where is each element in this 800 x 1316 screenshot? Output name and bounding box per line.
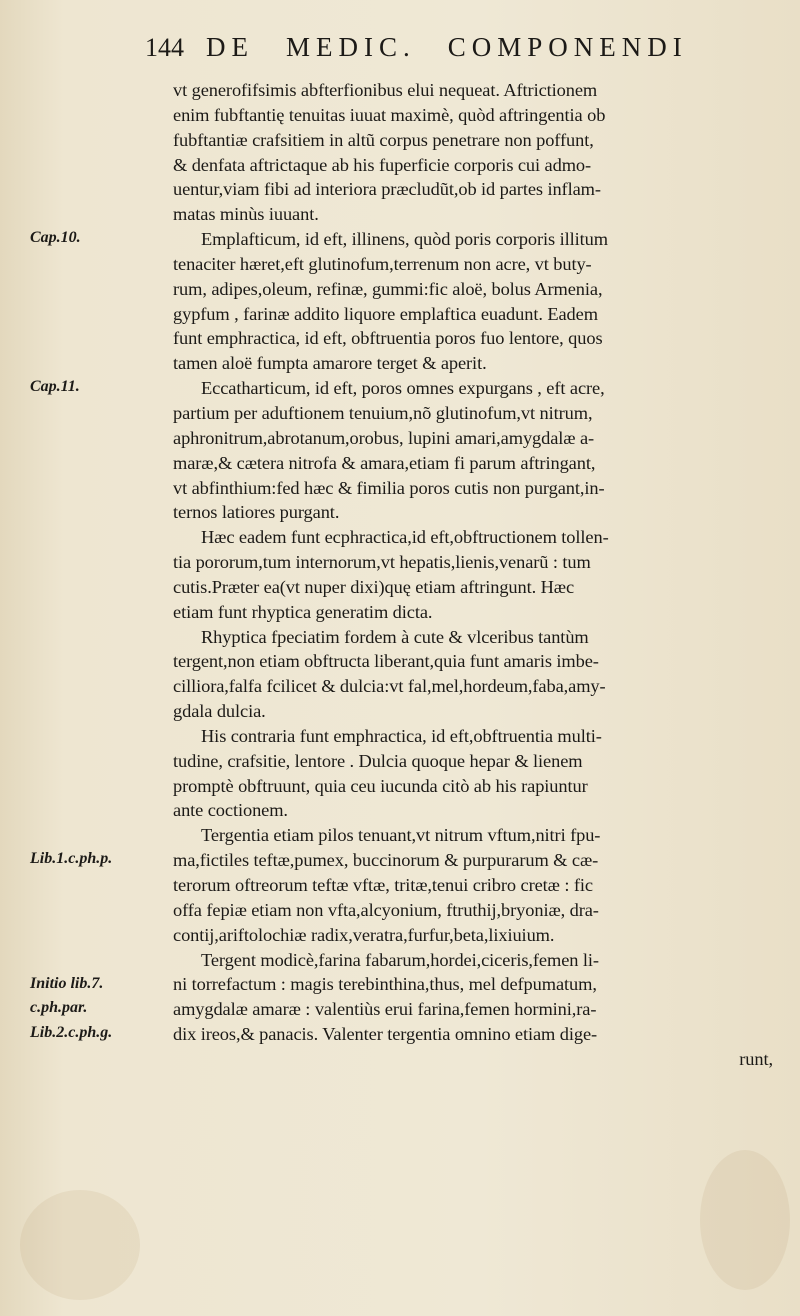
text-line: enim fubftantię tenuitas iuuat maximè, quòd aftringentia ob bbox=[173, 104, 606, 125]
text-line: tamen aloë fumpta amarore terget & aperit. bbox=[173, 353, 487, 374]
running-head-word: MEDIC. bbox=[286, 32, 416, 62]
paper-stain bbox=[700, 1150, 790, 1290]
margin-note: Cap.10. bbox=[30, 229, 81, 247]
text-line: amygdalæ amaræ : valentiùs erui farina,femen hormini,ra- bbox=[173, 999, 597, 1020]
text-line: His contraria funt emphractica, id eft,obftruentia multi- bbox=[201, 725, 602, 746]
text-line: rum, adipes,oleum, refinæ, gummi:fic aloë, bolus Armenia, bbox=[173, 278, 603, 299]
text-line: terorum oftreorum teftæ vftæ, tritæ,tenui cribro cretæ : fic bbox=[173, 875, 593, 895]
margin-note: Cap.11. bbox=[30, 378, 80, 396]
text-line: tia pororum,tum internorum,vt hepatis,lienis,venarũ : tum bbox=[173, 552, 591, 573]
text-line: contij,ariftolochiæ radix,veratra,furfur,beta,lixiuium. bbox=[173, 924, 555, 945]
running-head bbox=[206, 32, 688, 63]
text-line: Eccatharticum, id eft, poros omnes expurgans , eft acre, bbox=[201, 378, 605, 399]
running-head-word: COMPONENDI bbox=[447, 32, 688, 62]
running-head-word: DE bbox=[206, 32, 254, 62]
text-line: uentur,viam fibi ad interiora præcludũt,ob id partes inflam- bbox=[173, 179, 601, 200]
text-line: gypfum , farinæ addito liquore emplaftica euadunt. Eadem bbox=[173, 303, 598, 324]
text-line: cilliora,falfa fcilicet & dulcia:vt fal,mel,hordeum,faba,amy- bbox=[173, 676, 606, 697]
text-line: ni torrefactum : magis terebinthina,thus, mel defpumatum, bbox=[173, 974, 597, 995]
margin-note: c.ph.par. bbox=[30, 999, 88, 1017]
margin-note: Initio lib.7. bbox=[30, 974, 104, 992]
text-line: ante coctionem. bbox=[173, 800, 288, 821]
text-line: tudine, crafsitie, lentore . Dulcia quoque hepar & lienem bbox=[173, 750, 583, 771]
text-line: ternos latiores purgant. bbox=[173, 502, 340, 523]
margin-notes bbox=[0, 0, 170, 1316]
text-line: maræ,& cætera nitrofa & amara,etiam fi parum aftringant, bbox=[173, 452, 596, 473]
text-line: funt emphractica, id eft, obftruentia poros fuo lentore, quos bbox=[173, 328, 603, 349]
text-line: Hæc eadem funt ecphractica,id eft,obftructionem tollen- bbox=[201, 527, 609, 548]
page-number: 144 bbox=[145, 33, 184, 62]
text-line: vt abfinthium:fed hæc & fimilia poros cutis non purgant,in- bbox=[173, 477, 605, 498]
text-line: promptè obftruunt, quia ceu iucunda citò ab his rapiuntur bbox=[173, 775, 588, 796]
text-line: & denfata aftrictaque ab his fuperficie corporis cui admo- bbox=[173, 154, 592, 175]
text-line: Tergentia etiam pilos tenuant,vt nitrum vftum,nitri fpu- bbox=[201, 825, 601, 846]
body-text bbox=[173, 78, 773, 1072]
text-line: matas minùs iuuant. bbox=[173, 204, 319, 225]
page-header bbox=[145, 32, 745, 68]
margin-note: Lib.1.c.ph.p. bbox=[30, 850, 113, 868]
text-line: etiam funt rhyptica generatim dicta. bbox=[173, 601, 433, 622]
text-line: runt, bbox=[739, 1048, 773, 1069]
text-line: aphronitrum,abrotanum,orobus, lupini amari,amygdalæ a- bbox=[173, 427, 595, 448]
text-line: Rhyptica fpeciatim fordem à cute & vlceribus tantùm bbox=[201, 626, 589, 647]
text-line: fubftantiæ crafsitiem in altũ corpus penetrare non poffunt, bbox=[173, 129, 594, 150]
text-line: tenaciter hæret,eft glutinofum,terrenum non acre, vt buty- bbox=[173, 253, 592, 274]
text-line: offa fepiæ etiam non vfta,alcyonium, ftruthij,bryoniæ, dra- bbox=[173, 899, 599, 920]
margin-note: Lib.2.c.ph.g. bbox=[30, 1024, 113, 1042]
text-line: ma,fictiles teftæ,pumex, buccinorum & purpurarum & cæ- bbox=[173, 850, 599, 871]
text-line: dix ireos,& panacis. Valenter tergentia omnino etiam dige- bbox=[173, 1024, 598, 1045]
text-line: cutis.Præter ea(vt nuper dixi)quę etiam aftringunt. Hæc bbox=[173, 576, 575, 597]
text-line: tergent,non etiam obftructa liberant,quia funt amaris imbe- bbox=[173, 651, 599, 672]
text-line: Tergent modicè,farina fabarum,hordei,ciceris,femen li- bbox=[201, 949, 599, 970]
text-line: vt generofifsimis abfterfionibus elui nequeat. Aftrictionem bbox=[173, 80, 598, 100]
text-line: gdala dulcia. bbox=[173, 701, 266, 722]
text-line: Emplafticum, id eft, illinens, quòd poris corporis illitum bbox=[201, 229, 608, 250]
text-line: partium per aduftionem tenuium,nõ glutinofum,vt nitrum, bbox=[173, 402, 593, 423]
